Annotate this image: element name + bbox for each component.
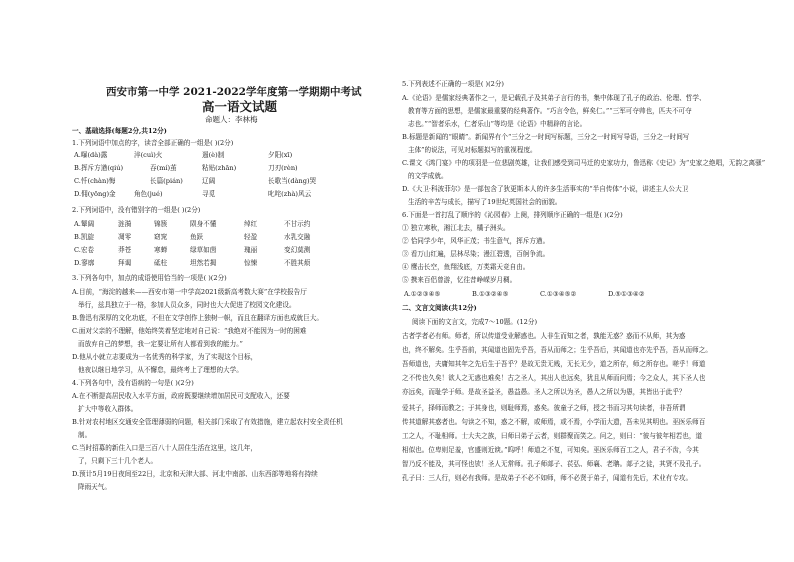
- author-line: 命题人：李林梅: [205, 115, 258, 124]
- q6-option-b: B.①③②④⑤: [472, 290, 509, 298]
- q3-line: A.目前，“海淀的越来——西安市第一中学高2021级新高考数大赛”在学校报告厅: [72, 288, 307, 296]
- q5-line: D.《大卫·科波菲尔》是一部包含了狄更斯本人的许多生活事实的“半自传体”小说，讲述主人公大卫: [402, 185, 689, 193]
- q1-option-c-4: 长歌当(dàng)哭: [268, 177, 317, 185]
- q2-b-1: B.凯旋: [74, 233, 95, 241]
- question-3: 3.下列各句中，加点的成语使用恰当的一项是( )(2分): [72, 274, 227, 282]
- q2-c-1: C.宏卷: [74, 246, 95, 254]
- reading-intro: 阅读下面的文言文，完成7～10题。(12分): [412, 318, 538, 326]
- question-1: 1.下列词语中加点的字，读音全部正确的一组是( )(2分): [72, 139, 234, 147]
- q1-option-d-2: 角色(jué): [134, 190, 163, 198]
- passage-line: 亦远矣，而耻学于师。是故圣益圣，愚益愚。圣人之所以为圣，愚人之所以为愚，其皆出于此乎？: [402, 388, 686, 396]
- q2-d-1: D.寥廓: [74, 259, 95, 267]
- q6-line: ⑤ 携来百侣曾游，忆往昔峥嵘岁月稠。: [402, 276, 517, 284]
- q2-d-4: 坦然若揭: [190, 259, 217, 267]
- section-2-heading: 二、文言文阅读(共12分): [402, 304, 477, 312]
- passage-line: 古者学者必有师。师者，所以传道受业解惑也。人非生而知之者，孰能无惑？惑而不从师，其为惑: [402, 332, 686, 340]
- q2-a-2: 涟漪: [118, 220, 132, 228]
- q6-line: ① 独立寒秋，湘江北去，橘子洲头。: [402, 224, 510, 232]
- q4-line: 降雨天气。: [78, 483, 111, 491]
- q6-option-d: D.⑤①③④②: [608, 290, 645, 298]
- q5-line: 志也。”“智者乐水，仁者乐山”等均是《论语》中精辟的言论。: [408, 120, 587, 128]
- q4-line: 制。: [78, 431, 92, 439]
- question-4: 4.下列各句中，没有语病的一句是( )(2分): [72, 379, 194, 387]
- passage-line: 工之人，不耻相师。士大夫之族，曰师曰弟子云者，则群聚而笑之。问之，则曰：“彼与彼年相若也，道: [402, 432, 703, 440]
- passage-line: 之不传也久矣！欲人之无惑也难矣！古之圣人，其出人也远矣，犹且从师而问焉；今之众人，其下圣人也: [402, 374, 706, 382]
- passage-line: 传其道解其惑者也。句读之不知，惑之不解，或师焉，或不焉，小学而大遗，吾未见其明也。巫医乐师百: [402, 418, 706, 426]
- q2-c-4: 绿草如茵: [190, 246, 217, 254]
- section-1-heading: 一、基础选择(每题2分,共12分): [72, 127, 167, 135]
- q1-option-a-1: A.曝(dà)露: [74, 151, 108, 159]
- q1-option-c-1: C.忏(chàn)悔: [74, 177, 116, 185]
- q3-line: B.鲁迅有深厚的文化功底，不但在文学创作上独树一帜，而且在翻译方面也成就巨大。: [72, 314, 323, 322]
- q5-line: 主体”的说法，可见对标题拟写的重视程度。: [408, 146, 537, 154]
- q3-line: 他夜以继日地学习，从不懈怠，最终考上了理想的大学。: [78, 366, 243, 374]
- q5-line: C.课文《鸿门宴》中的项羽是一位悲剧英雄，让我们感受到司马迁的史家功力，鲁迅称《史记》为“史家之绝唱，无韵之离骚”: [402, 159, 766, 167]
- q2-b-5: 轻盈: [244, 233, 258, 241]
- q1-option-c-3: 辽阔: [202, 177, 216, 185]
- q1-option-b-3: 粘贴(zhān): [202, 164, 237, 172]
- q2-b-4: 鱼跃: [190, 233, 204, 241]
- q2-a-5: 绰红: [244, 220, 258, 228]
- q2-a-1: A.颦阔: [74, 220, 95, 228]
- q3-line: D.他从小就立志要成为一名优秀的科学家，为了实现这个目标，: [72, 353, 258, 361]
- q2-d-5: 惊悚: [244, 259, 258, 267]
- q6-option-c: C.①③④⑤②: [540, 290, 577, 298]
- q2-c-6: 变幻莫测: [284, 246, 311, 254]
- passage-line: 爱其子，择师而教之；于其身也，则耻师焉，惑矣。彼童子之师，授之书而习其句读者，非吾所谓: [402, 404, 686, 412]
- q5-line: 生活的辛苦与成长，描写了19世纪英国社会的面貌。: [408, 198, 562, 206]
- question-5: 5.下列表述不正确的一项是( )(2分): [402, 80, 504, 88]
- q1-option-b-1: B.挥斥方遒(qiú): [74, 164, 124, 172]
- q2-b-6: 水乳交融: [284, 233, 311, 241]
- q6-line: ④ 鹰击长空，鱼翔浅底，万类霜天竞自由。: [402, 263, 530, 271]
- q2-c-5: 瑰丽: [244, 246, 258, 254]
- q3-line: C.面对父亲的不理解，他始终笑着坚定地对自己说：“我绝对不能因为一时的困难: [72, 327, 307, 335]
- q4-line: 扩大中等收入群体。: [78, 405, 138, 413]
- q4-line: 了，只剩下三十几个老人。: [78, 457, 158, 465]
- q4-line: D.预计5月19日夜间至22日，北京和天津大部、河北中南部、山东西部等地将有持续: [72, 470, 318, 478]
- passage-line: 智乃反不能及，其可怪也欤！圣人无常师。孔子师郯子、苌弘、师襄、老聃。郯子之徒，其贤不及孔子。: [402, 460, 706, 468]
- q1-option-d-3: 寻觅: [202, 190, 216, 198]
- q1-option-c-2: 长篇(pián): [150, 177, 183, 185]
- q2-b-3: 窈窕: [154, 233, 168, 241]
- q1-option-d-1: D.佣(yōng)金: [74, 190, 116, 198]
- q2-d-6: 不胜其烦: [284, 259, 311, 267]
- q5-line: B.标题是新闻的“眼睛”。新闻界有个“三分之一时间写标题，三分之一时间写导语，三分之一时间写: [402, 133, 690, 141]
- q1-option-a-4: 夕阳(xī): [268, 151, 293, 159]
- passage-line: 吾师道也，夫庸知其年之先后生于吾乎？是故无贵无贱，无长无少，道之所存，师之所存也。嗟乎！师道: [402, 360, 706, 368]
- q2-a-3: 锦簇: [154, 220, 168, 228]
- question-6: 6.下面是一首打乱了顺序的《沁园春》上阕，排列顺序正确的一组是( )(2分): [402, 211, 623, 219]
- passage-line: 也，终不解矣。生乎吾前，其闻道也固先乎吾，吾从而师之；生乎吾后，其闻道也亦先乎吾，吾从而师之。: [402, 346, 712, 354]
- q2-c-3: 寒蝉: [154, 246, 168, 254]
- q5-line: A.《论语》是儒家经典著作之一，是记载孔子及其弟子言行的书，集中体现了孔子的政治、伦理、哲学、: [402, 94, 706, 102]
- q5-line: 的文学成就。: [408, 172, 448, 180]
- q2-c-2: 莽苍: [118, 246, 132, 254]
- q1-option-a-3: 遏(è)制: [202, 151, 225, 159]
- passage-line: 孔子曰：三人行，则必有我师。是故弟子不必不如师，师不必贤于弟子，闻道有先后，术业有专攻。: [402, 474, 693, 482]
- q4-line: C.当时招募的新住入口是三百八十人居住生活在这里，这几年，: [72, 444, 257, 452]
- q2-a-4: 陨身不懂: [190, 220, 217, 228]
- q2-d-3: 砥柱: [154, 259, 168, 267]
- q5-line: 教育等方面的思想，是儒家最重要的经典著作。“巧言令色，鲜矣仁。”“三军可夺帅也，匹夫不可夺: [408, 107, 692, 115]
- q4-line: B.针对农村地区交通安全管理薄弱的问题，相关部门采取了有效措施，建立起农村安全责任机: [72, 418, 343, 426]
- q1-option-b-2: 吞(mí)茧: [150, 164, 177, 172]
- question-2: 2.下列词语中，没有错别字的一组是( )(2分): [72, 206, 201, 214]
- q6-option-a: A.①②③④⑤: [404, 290, 441, 298]
- exam-title: 西安市第一中学 2021-2022学年度第一学期期中考试: [106, 86, 362, 98]
- q6-line: ③ 看万山红遍，层林尽染；漫江碧透，百舸争流。: [402, 250, 550, 258]
- q2-a-6: 不甘示约: [284, 220, 311, 228]
- subject-title: 高一语文试题: [202, 99, 278, 114]
- passage-line: 相似也。位卑则足羞，官盛则近谀。”呜呼！师道之不复，可知矣。巫医乐师百工之人，君子不齿，今其: [402, 446, 699, 454]
- q3-line: 而放弃自己的梦想，我一定要让所有人都看到我的能力。”: [78, 340, 243, 348]
- q6-line: ② 恰同学少年，风华正茂；书生意气，挥斥方遒。: [402, 237, 550, 245]
- q1-option-d-4: 叱咤(zhà)风云: [268, 190, 312, 198]
- q2-d-2: 拜谒: [118, 259, 132, 267]
- q1-option-a-2: 淬(cuì)火: [134, 151, 163, 159]
- q3-line: 举行，兹具独立于一格，参加人员众多，同时也大大促进了校园文化建设。: [78, 301, 296, 309]
- q1-option-b-4: 刀刃(rèn): [268, 164, 298, 172]
- q4-line: A.在不断提高居民收入水平方面，政府既要继续增加居民可支配收入，还要: [72, 392, 290, 400]
- q2-b-2: 凋零: [118, 233, 132, 241]
